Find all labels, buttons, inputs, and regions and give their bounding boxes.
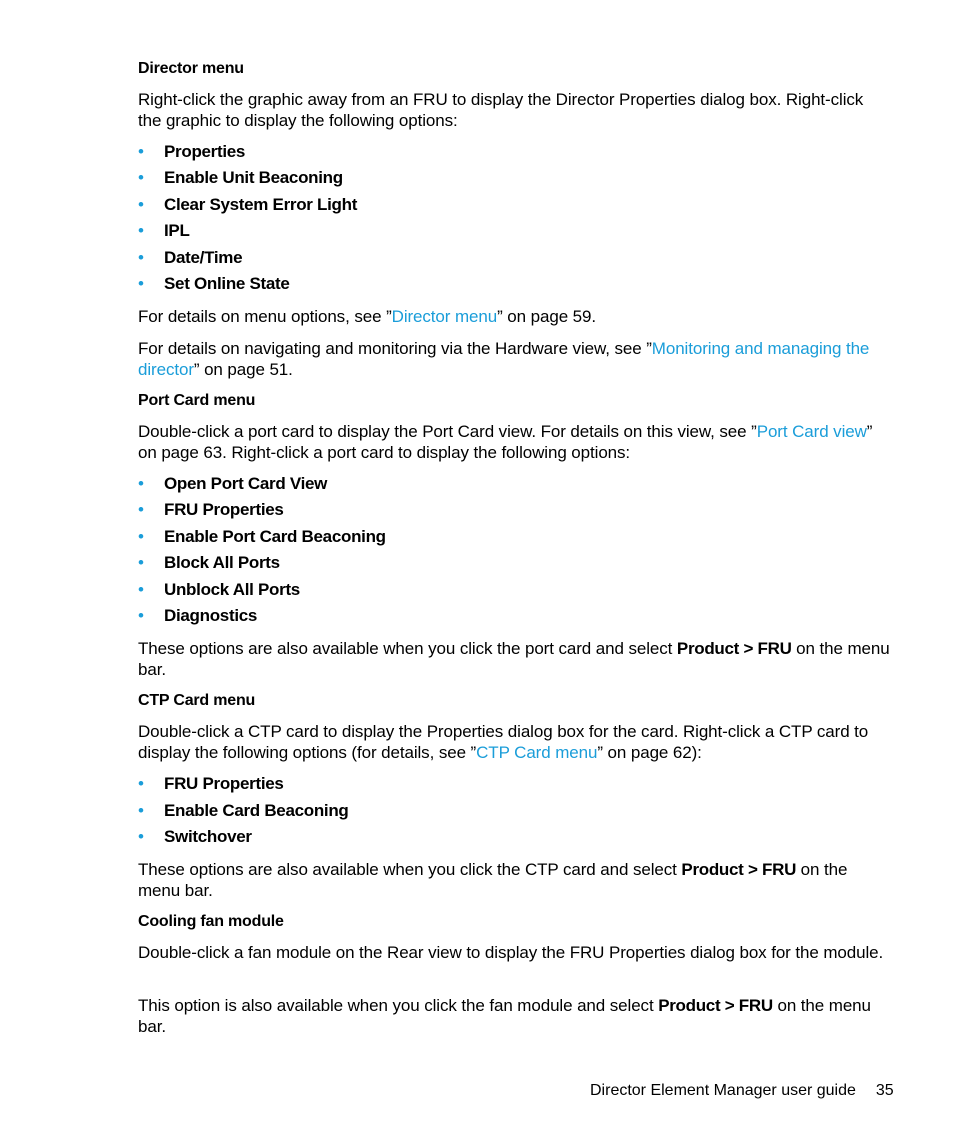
- ctp-card-note: These options are also available when you click the CTP card and select Product > FRU on the menu bar.: [138, 860, 848, 900]
- bullet-icon: •: [138, 827, 144, 846]
- bullet-icon: •: [138, 474, 144, 493]
- cooling-fan-heading: Cooling fan module: [138, 913, 284, 930]
- bullet-icon: •: [138, 168, 144, 187]
- monitoring-managing-link[interactable]: Monitoring and managing the director: [138, 339, 870, 379]
- page-footer: [590, 1082, 894, 1100]
- bullet-icon: •: [138, 274, 144, 293]
- port-card-intro: Double-click a port card to display the Port Card view. For details on this view, see ”Port Card view” on page 63. Right-click a port card to display the following options:: [138, 422, 873, 462]
- bullet-icon: •: [138, 500, 144, 519]
- director-details-menu-options: For details on menu options, see ”Director menu” on page 59.: [138, 307, 596, 326]
- port-card-menu-heading: Port Card menu: [138, 392, 256, 409]
- director-menu-intro: Right-click the graphic away from an FRU to display the Director Properties dialog box. Right-click the graphic to display the following options:: [138, 90, 864, 130]
- bullet-icon: •: [138, 606, 144, 625]
- ctp-card-menu-heading: CTP Card menu: [138, 692, 256, 709]
- bullet-icon: •: [138, 580, 144, 599]
- bullet-icon: •: [138, 553, 144, 572]
- bullet-icon: •: [138, 801, 144, 820]
- bullet-icon: •: [138, 774, 144, 793]
- bullet-icon: •: [138, 527, 144, 546]
- director-details-navigation: For details on navigating and monitoring via the Hardware view, see ”Monitoring and managing the director” on page 51.: [138, 339, 870, 379]
- cooling-fan-note: This option is also available when you click the fan module and select Product > FRU on the menu bar.: [138, 996, 871, 1036]
- director-menu-link[interactable]: Director menu: [391, 307, 498, 326]
- ctp-card-menu-link[interactable]: CTP Card menu: [476, 743, 598, 762]
- port-card-view-link[interactable]: Port Card view: [756, 422, 867, 441]
- ctp-card-intro: Double-click a CTP card to display the Properties dialog box for the card. Right-click a CTP card to display the following options (for details, see ”CTP Card menu” on page 62):: [138, 722, 869, 762]
- bullet-icon: •: [138, 142, 144, 161]
- page-number: 35: [875, 1082, 894, 1099]
- footer-title: Director Element Manager user guide: [590, 1082, 856, 1099]
- port-card-note: These options are also available when you click the port card and select Product > FRU on the menu bar.: [138, 639, 890, 679]
- cooling-fan-intro: Double-click a fan module on the Rear view to display the FRU Properties dialog box for the module.: [138, 943, 884, 962]
- bullet-icon: •: [138, 248, 144, 267]
- bullet-icon: •: [138, 195, 144, 214]
- bullet-icon: •: [138, 221, 144, 240]
- director-menu-heading: Director menu: [138, 60, 244, 77]
